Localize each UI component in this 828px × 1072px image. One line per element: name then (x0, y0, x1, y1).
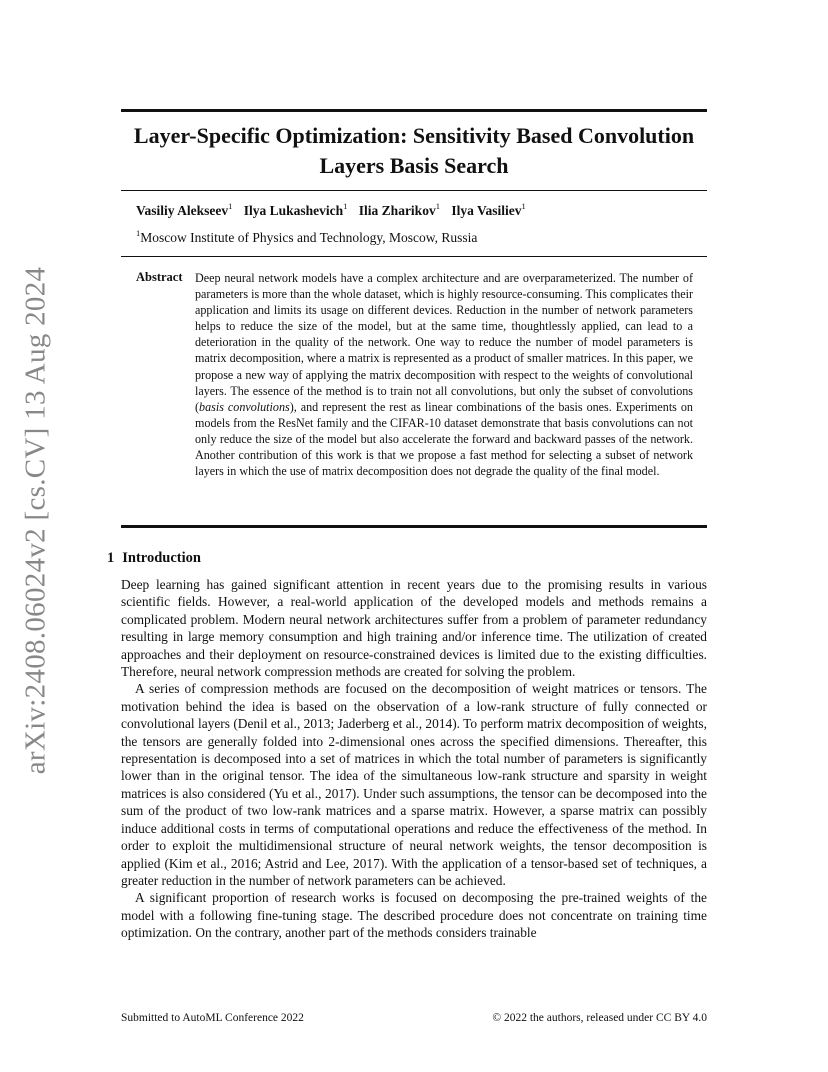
author-name: Ilia Zharikov (358, 203, 436, 218)
footer-submission-note: Submitted to AutoML Conference 2022 (121, 1012, 304, 1024)
abstract-label: Abstract (136, 270, 183, 284)
abstract-top-rule (121, 256, 707, 257)
author-2 (244, 203, 348, 218)
affiliation (136, 228, 706, 246)
author-1 (136, 203, 232, 218)
title-bottom-rule (121, 190, 707, 191)
author-affiliation-mark: 1 (228, 201, 233, 211)
section-number: 1 (107, 550, 115, 566)
abstract-emphasis: basis convolutions (199, 399, 290, 414)
abstract-text-part: Deep neural network models have a complex architecture and are overparameterized. The number of parameters is more than the whole dataset, which is highly resource-consuming. This complicates their application and limits its usage on different devices. Reduction in the number of network parameters helps to reduce the size of the model, but at the same time, thoughtlessly applied, can lead to a deterioration in the quality of the network. One way to reduce the number of model parameters is matrix decomposition, where a matrix is represented as a product of smaller matrices. In this paper, we propose a new way of applying the matrix decomposition with respect to the weights of convolutional layers. The essence of the method is to train not all convolutions, but only the subset of convolutions ( (195, 271, 693, 414)
footer-license: © 2022 the authors, released under CC BY 4.0 (492, 1012, 707, 1024)
paragraph: A series of compression methods are focused on the decomposition of weight matrices or tensors. The motivation behind the idea is based on the observation of a low-rank structure of fully connected or convolutional layers (Denil et al., 2013; Jaderberg et al., 2014). To perform matrix decomposition of weights, the tensors are generally folded into 2-dimensional ones across the specified dimensions. Thereafter, this representation is decomposed into a set of matrices in which the total number of parameters is significantly lower than in the original tensor. The idea of the simultaneous low-rank structure and sparsity in weight matrices is also considered (Yu et al., 2017). Under such assumptions, the tensor can be decomposed into the sum of the product of two low-rank matrices and a sparse matrix. However, a sparse matrix can possibly induce additional costs in terms of computational operations and reduce the effectiveness of the method. In order to exploit the multidimensional structure of neural network weights, the tensor decomposition is applied (Kim et al., 2016; Astrid and Lee, 2017). With the application of a tensor-based set of techniques, a greater reduction in the number of network parameters can be achieved. (121, 681, 707, 888)
author-affiliation-mark: 1 (521, 201, 526, 211)
author-affiliation-mark: 1 (343, 201, 348, 211)
author-4 (451, 203, 525, 218)
abstract-text (195, 270, 693, 479)
title-top-rule (121, 109, 707, 112)
author-name: Ilya Lukashevich (243, 203, 344, 218)
section-heading (107, 550, 201, 567)
arxiv-identifier-sidebar (14, 266, 58, 774)
body-text (121, 576, 707, 942)
paragraph: Deep learning has gained significant attention in recent years due to the promising results in various scientific fields. However, a real-world application of the developed models and methods remains a complicated problem. Modern neural network architectures suffer from a problem of parameter redundancy resulting in large memory consumption and high training and/or inference time. The utilization of created approaches and their deployment on resource-constrained devices is limited due to the existing difficulties. Therefore, neural network compression methods are created for solving the problem. (121, 577, 707, 680)
author-list (136, 201, 706, 219)
abstract-text-part: ), and represent the rest as linear combinations of the basis ones. Experiments on models from the ResNet family and the CIFAR-10 dataset demonstrate that basis convolutions can not only reduce the size of the model but also accelerate the forward and backward passes of the network. Another contribution of this work is that we propose a fast method for selecting a subset of network layers in which the use of matrix decomposition does not degrade the quality of the final model. (195, 399, 693, 479)
abstract-bottom-rule (121, 525, 707, 528)
paragraph: A significant proportion of research works is focused on decomposing the pre-trained weights of the model with a following fine-tuning stage. The described procedure does not concentrate on training time optimization. On the contrary, another part of the methods considers trainable (121, 890, 707, 941)
arxiv-identifier: arXiv:2408.06024v2 [cs.CV] 13 Aug 2024 (19, 266, 52, 774)
affiliation-text: Moscow Institute of Physics and Technology, Moscow, Russia (140, 230, 478, 245)
author-affiliation-mark: 1 (435, 201, 440, 211)
section-title: Introduction (122, 550, 201, 566)
paper-title: Layer-Specific Optimization: Sensitivity Based Convolution Layers Basis Search (133, 123, 695, 178)
author-3 (359, 203, 440, 218)
author-name: Vasiliy Alekseev (136, 203, 229, 218)
affiliation-mark: 1 (136, 228, 141, 238)
author-name: Ilya Vasiliev (451, 203, 522, 218)
